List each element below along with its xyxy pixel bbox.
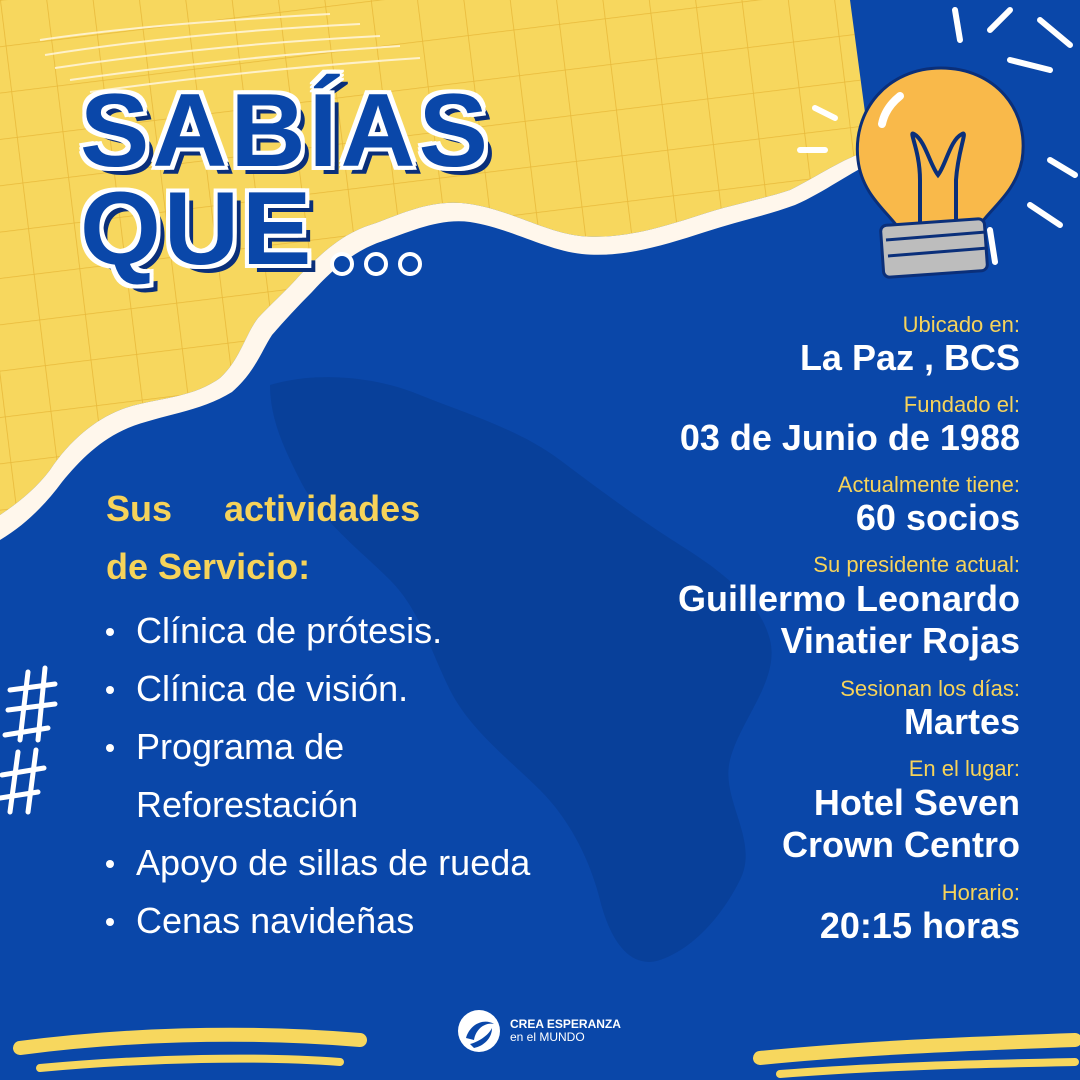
fact-value-line-2: Crown Centro (782, 824, 1020, 865)
fact-label: Actualmente tiene: (837, 472, 1020, 497)
logo (456, 1008, 621, 1054)
logo-line-1: CREA ESPERANZA (510, 1017, 621, 1031)
fact-location (550, 312, 1020, 378)
fact-value: La Paz , BCS (799, 337, 1020, 378)
list-item: Clínica de prótesis. (106, 602, 626, 660)
fact-value-line-1: Hotel Seven (813, 782, 1020, 823)
headline-line-1: SABÍAS (80, 73, 491, 189)
fact-label: Fundado el: (903, 392, 1020, 417)
list-item: Programa de Reforestación (106, 718, 436, 834)
list-item: Clínica de visión. (106, 660, 626, 718)
fact-value: Martes (903, 701, 1020, 742)
activities-title (106, 480, 476, 596)
fact-label: Sesionan los días: (840, 676, 1020, 701)
activities-title-line-2: de Servicio: (106, 546, 311, 587)
logo-mark-icon (456, 1008, 502, 1054)
fact-value-line-1: Guillermo Leonardo (677, 578, 1020, 619)
headline (80, 73, 491, 287)
logo-line-2: en el MUNDO (510, 1030, 585, 1044)
fact-label: En el lugar: (908, 756, 1020, 781)
list-item: Cenas navideñas (106, 892, 626, 950)
fact-value: 03 de Junio de 1988 (679, 417, 1020, 458)
fact-value: 20:15 horas (819, 905, 1020, 946)
headline-line-2: QUE (80, 171, 315, 287)
list-item: Apoyo de sillas de rueda (106, 834, 626, 892)
ellipsis-icon (328, 250, 428, 276)
activities-title-line-1: Sus actividades (106, 488, 421, 529)
fact-label: Ubicado en: (902, 312, 1020, 337)
activities-list (106, 602, 626, 950)
fact-value: 60 socios (855, 497, 1020, 538)
fact-founded (550, 392, 1020, 458)
activities-section (106, 480, 626, 950)
fact-label: Su presidente actual: (813, 552, 1020, 577)
fact-label: Horario: (941, 880, 1020, 905)
fact-value-line-2: Vinatier Rojas (780, 620, 1020, 661)
logo-text (510, 1018, 621, 1044)
